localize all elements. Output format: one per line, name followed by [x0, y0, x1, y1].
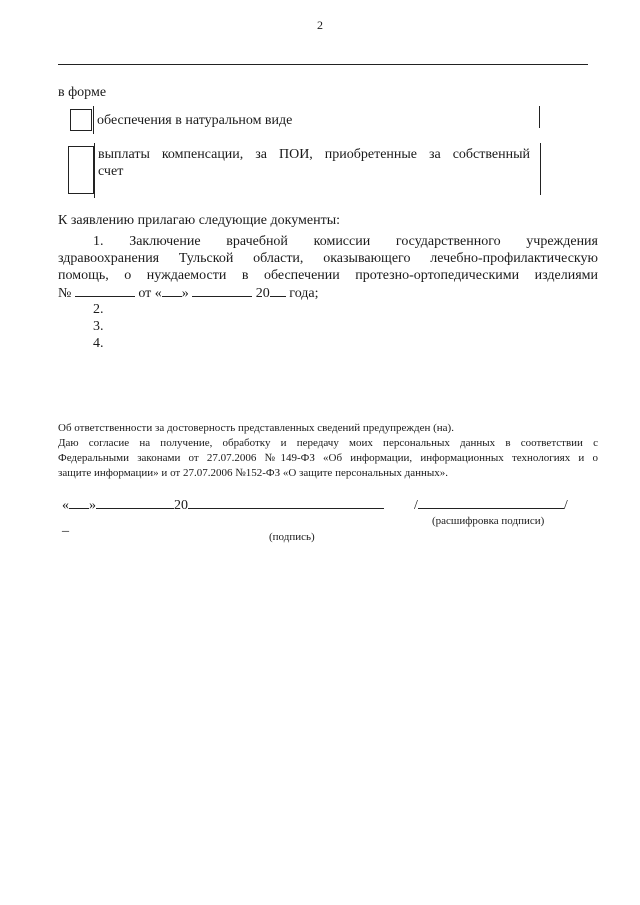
attachment-item-3: 3. [93, 319, 104, 334]
option-divider-left [93, 106, 94, 134]
option-natural-checkbox[interactable] [70, 109, 92, 131]
signature-caption: (подпись) [269, 531, 315, 543]
signature-month-blank[interactable] [96, 496, 174, 509]
year-suffix: года; [289, 286, 319, 301]
attachments-heading: К заявлению прилагаю следующие документы: [58, 213, 341, 228]
option-compensation-label-line1: выплаты компенсации, за ПОИ, приобретенные за собственный [98, 147, 530, 162]
attachment-item-2: 2. [93, 302, 104, 317]
year-blank[interactable] [270, 284, 286, 297]
slash-left: / [414, 498, 418, 513]
consent-line-3: защите информации» и от 27.07.2006 №152-ФЗ «О защите персональных данных». [58, 467, 449, 479]
attachment-item-4: 4. [93, 336, 104, 351]
number-sign: № [58, 286, 72, 301]
attachment-item-1-line4 [58, 284, 319, 302]
option-compensation-label-line2: счет [98, 164, 124, 179]
liability-statement: Об ответственности за достоверность представленных сведений предупрежден (на). [58, 422, 454, 434]
date-from-label: от « [138, 286, 162, 301]
year-prefix: 20 [255, 286, 270, 301]
signature-decode [414, 496, 568, 514]
day-blank[interactable] [162, 284, 182, 297]
option-divider-right [539, 106, 540, 128]
signature-date [62, 496, 384, 514]
date-close-quote: » [89, 498, 96, 513]
document-number-blank[interactable] [75, 284, 135, 297]
consent-line-1: Даю согласие на получение, обработку и передачу моих персональных данных в соответствии с [58, 437, 598, 449]
top-divider [58, 64, 588, 65]
attachment-item-1-line1: 1. Заключение врачебной комиссии государственного учреждения [93, 234, 598, 249]
form-intro: в форме [58, 85, 107, 100]
signature-line[interactable] [188, 496, 384, 509]
date-open-quote: « [62, 498, 69, 513]
option-divider-left [94, 143, 95, 198]
option-compensation-checkbox[interactable] [68, 146, 94, 194]
slash-right: / [563, 498, 568, 513]
page-number: 2 [317, 18, 323, 32]
signature-year-prefix: 20 [174, 498, 188, 513]
month-blank[interactable] [192, 284, 252, 297]
option-divider-right [540, 143, 541, 195]
signature-decode-blank[interactable] [418, 496, 564, 509]
decode-caption: (расшифровка подписи) [432, 515, 545, 527]
consent-line-2: Федеральными законами от 27.07.2006 №149-ФЗ «Об информации, информационных технологиях и о [58, 452, 598, 464]
quote-close: » [181, 286, 189, 301]
attachment-item-1-line2: здравоохранения Тульской области, оказывающего лечебно-профилактическую [58, 251, 598, 266]
signature-dash: _ [62, 519, 69, 534]
signature-day-blank[interactable] [69, 496, 89, 509]
attachment-item-1-line3: помощь, о нуждаемости в обеспечении протезно-ортопедическими изделиями [58, 268, 598, 283]
option-natural-label: обеспечения в натуральном виде [97, 113, 293, 128]
